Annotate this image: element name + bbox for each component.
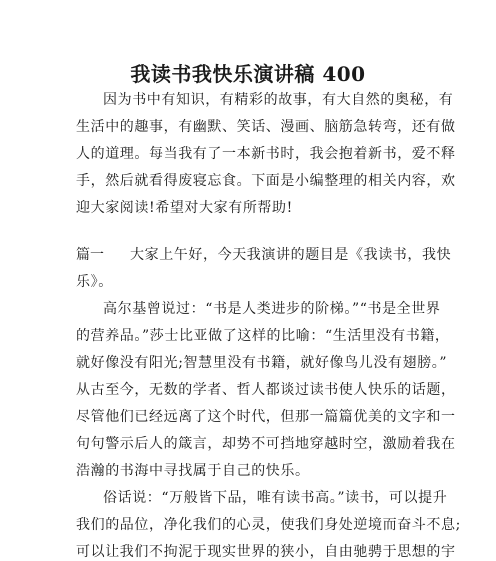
intro-line: 迎大家阅读!希望对大家有所帮助! [76, 200, 293, 216]
body-line: 高尔基曾说过：“书是人类进步的阶梯。”“书是全世界 [103, 301, 441, 317]
body-line: 的营养品。”莎士比亚做了这样的比喻：“生活里没有书籍， [76, 328, 450, 344]
body-line: 俗话说：“万般皆下品，唯有读书高。”读书，可以提升 [103, 490, 448, 506]
intro-line: 生活中的趣事，有幽默、笑话、漫画、脑筋急转弯，还有做 [76, 119, 456, 135]
body-line: 尽管他们已经远离了这个时代，但那一篇篇优美的文字和一 [76, 409, 456, 425]
section-second-line: 乐》。 [76, 274, 113, 290]
intro-line: 人的道理。每当我有了一本新书时，我会抱着新书，爱不释 [76, 146, 456, 162]
body-line: 就好像没有阳光;智慧里没有书籍，就好像鸟儿没有翅膀。” [76, 355, 448, 371]
body-line: 我们的品位，净化我们的心灵，使我们身处逆境而奋斗不息; [76, 517, 461, 533]
body-line: 句句警示后人的箴言，却势不可挡地穿越时空，激励着我在 [76, 436, 456, 452]
body-line: 浩瀚的书海中寻找属于自己的快乐。 [76, 463, 310, 479]
section-label: 篇一 [76, 247, 104, 263]
intro-line: 因为书中有知识，有精彩的故事，有大自然的奥秘，有 [103, 92, 454, 108]
body-line: 可以让我们不拘泥于现实世界的狭小，自由驰骋于思想的宇 [76, 544, 456, 560]
document-title: 我读书我快乐演讲稿 400 [130, 62, 366, 86]
body-line: 从古至今，无数的学者、哲人都谈过读书使人快乐的话题， [76, 382, 456, 398]
section-first-line: 大家上午好，今天我演讲的题目是《我读书，我快 [130, 247, 452, 263]
intro-line: 手，然后就看得废寝忘食。下面是小编整理的相关内容，欢 [76, 173, 456, 189]
